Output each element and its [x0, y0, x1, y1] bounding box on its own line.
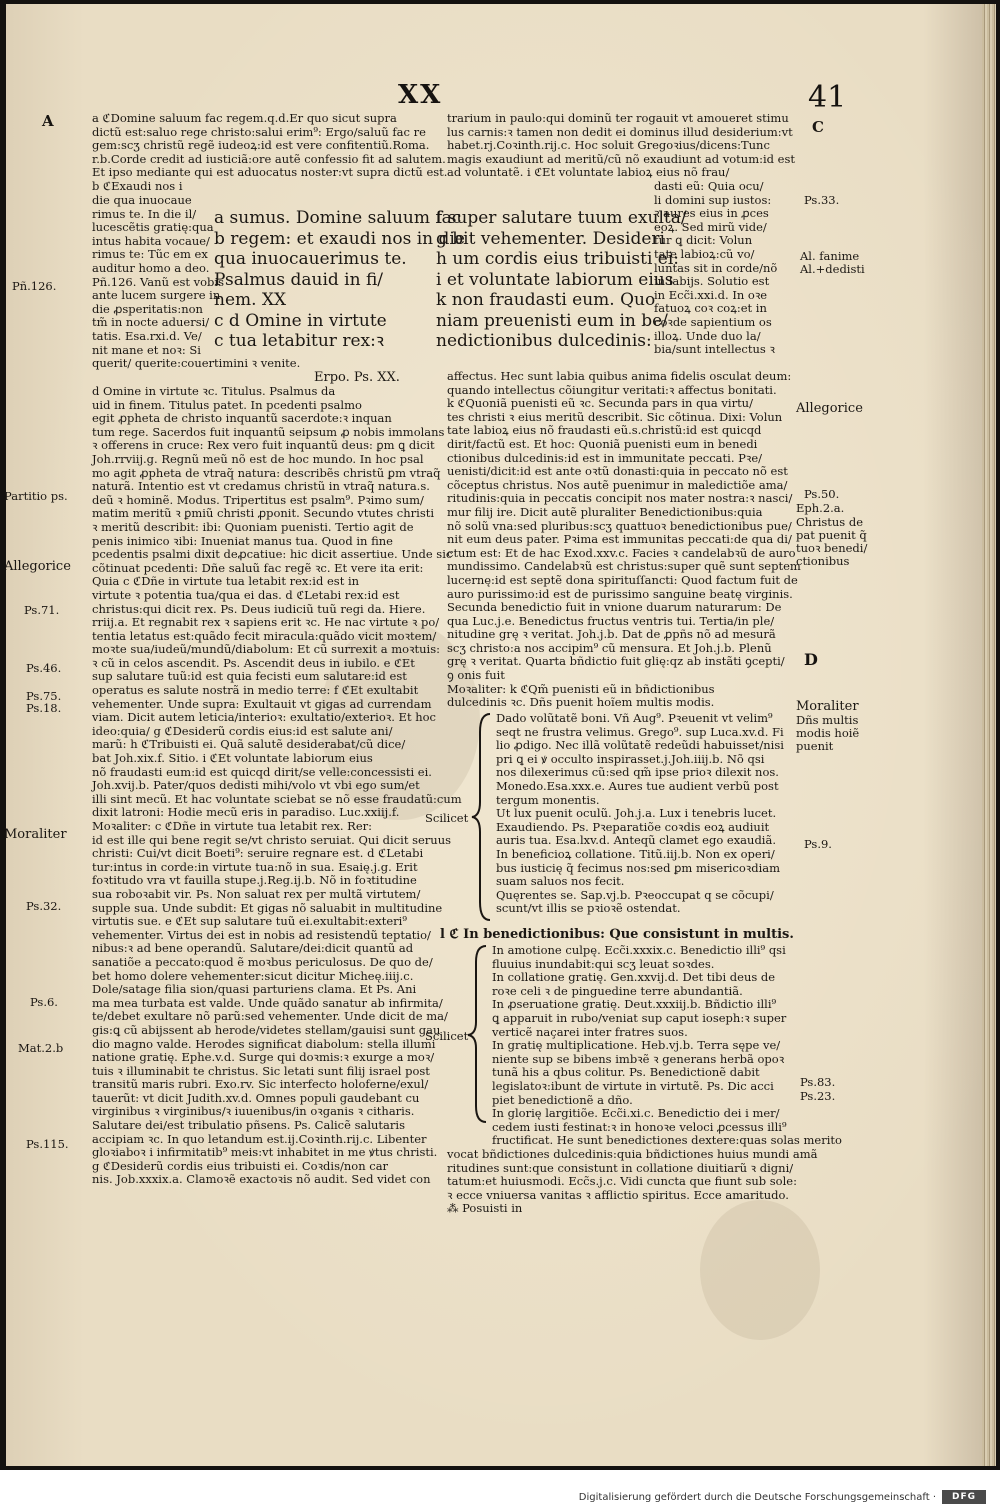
margin-dns-2: modis hoiẽ — [796, 726, 860, 740]
margin-moraliter-left: Moraliter — [4, 827, 67, 842]
text-line: te/debet exultare nõ parũ:sed vehementer. Unde dicit de ma/ — [92, 1009, 448, 1024]
text-line: In collatione gratię. Gen.xxvij.d. Det tibi deus de — [492, 970, 776, 985]
text-line: nibus:ꝛ ad bene operandũ. Salutare/dei:dicit quantũ ad — [92, 941, 414, 956]
text-line: dasti eũ: Quia ocu/ — [654, 179, 764, 193]
text-line: naturã. Intentio est vt credamus christũ in vtraq̃ natura.s. — [92, 479, 430, 494]
text-line: vehementer. Unde supra: Exultauit vt gigas ad currendam — [92, 696, 432, 711]
text-line: Ut lux puenit oculũ. Joh.j.a. Lux i tenebris lucet. — [496, 806, 777, 821]
dfg-logo: DFG — [942, 1490, 986, 1504]
running-head: XX — [398, 80, 443, 110]
text-line: niente sup se bibens imbꝛẽ ꝛ generans herbã opoꝛ — [492, 1051, 785, 1066]
text-line: in Ecc̃i.xxi.d. In oꝛe — [654, 287, 768, 302]
text-line: In amotione culpę. Ecc̃i.xxxix.c. Benedictio illi⁹ qsi — [492, 943, 786, 957]
text-line: roꝛe celi ꝛ de pinguedine terre abundantiã. — [492, 983, 743, 998]
text-line: virginibus ꝛ virginibus/ꝛ iuuenibus/in oꝛganis ꝛ citharis. — [92, 1104, 415, 1119]
margin-ps50: Ps.50. — [804, 487, 840, 501]
text-line: tuis ꝛ illuminabit te christus. Sic letati sunt filij israel post — [92, 1063, 430, 1078]
text-line: Secunda benedictio fuit in vnione duarum naturarum: De — [447, 600, 782, 615]
text-line: c tua letabitur rex:ꝛ — [214, 331, 384, 351]
right-main-column — [447, 369, 801, 710]
text-line: illi sint mecũ. Et hac voluntate sciebat se nõ esse fraudatũ:cum — [92, 791, 462, 806]
text-line: Monedo.Esa.xxx.e. Aures tue audient verbũ post — [496, 778, 779, 793]
text-line: auditur homo a deo. — [92, 260, 210, 275]
text-line: qua Luc.j.e. Benedictus fructus ventris tui. Tertia/in ple/ — [447, 613, 775, 628]
text-line: tentia letatus est:quãdo fecit miracula:quãdo vicit moꝛtem/ — [92, 628, 437, 643]
text-line: sup salutare tuũ:id est quia fecisti eum salutare:id est — [92, 669, 407, 684]
text-line: k non fraudasti eum. Quo — [436, 290, 656, 310]
text-line: verticẽ naçarei inter fratres suos. — [492, 1024, 688, 1039]
scilicet-label-2: Scilicet — [425, 1029, 469, 1043]
section-letter-c: C — [812, 118, 824, 136]
text-line: ritudinis:quia in peccatis concipit nos mater nostra:ꝛ nasci/ — [447, 491, 793, 506]
text-line: nit mane et noꝛ: Si — [92, 342, 201, 357]
text-line: dictũ est:saluo rege christo:salui erim⁹: Ergo/saluũ fac re — [92, 124, 426, 139]
text-line: affectus. Hec sunt labia quibus anima fidelis osculat deum: — [447, 369, 792, 383]
text-line: operatus es salute nostrã in medio terre: f ℭEt exultabit — [92, 683, 419, 698]
text-line: nis. Job.xxxix.a. Clamoꝛẽ exactoꝛis nõ audit. Sed videt con — [92, 1172, 431, 1187]
margin-dns-3: puenit — [796, 739, 834, 753]
text-line: natione gratię. Ephe.v.d. Surge qui doꝛmis:ꝛ exurge a moꝛ/ — [92, 1050, 435, 1065]
text-line: ⁂ Posuisti in — [447, 1201, 523, 1216]
text-line: tur:intus in corde:in virtute tua:nõ in sua. Esaię.j.g. Erit — [92, 859, 418, 874]
text-line: marũ: h ℭTribuisti ei. Quã salutẽ desiderabat/cũ dice/ — [92, 737, 406, 752]
margin-ps46: Ps.46. — [26, 661, 62, 675]
text-line: intus habita vocaue/ — [92, 233, 210, 248]
margin-eph: Eph.2.a. — [796, 501, 845, 515]
text-line: dixit latroni: Hodie mecũ eris in paradiso. Luc.xxiij.f. — [92, 805, 400, 820]
text-line: Et ipso mediante qui est aduocatus noster:vt supra dictũ est. — [92, 165, 448, 180]
text-line: ideo:quia/ g ℭDesiderũ cordis eius:id est salute ani/ — [92, 723, 393, 738]
text-line: die qua inuocaue — [92, 193, 192, 207]
text-line: virtute ꝛ potentia tua/qua ei das. d ℭLetabi rex:id est — [92, 587, 400, 602]
text-line: magis exaudiunt ad meritũ/cũ nõ exaudiunt ad votum:id est — [447, 151, 795, 166]
text-line: virtutis sue. e ℭEt sup salutare tuũ ei.exultabit:exteri⁹ — [92, 914, 407, 929]
text-line: mur filij ire. Dicit autẽ pluraliter Benedictionibus:quia — [447, 504, 763, 519]
text-line: sanatiõe a peccato:quod ẽ moꝛbus periculosus. De quo de/ — [92, 954, 433, 969]
text-line: ma mea turbata est valde. Unde quãdo sanatur ab infirmita/ — [92, 995, 443, 1010]
text-line: ꝗ apparuit in rubo/veniat sup caput ioseph:ꝛ super — [492, 1010, 787, 1025]
text-line: sua roboꝛabit vir. Ps. Non saluat rex per multã virtutem/ — [92, 886, 421, 901]
text-line: nit eum deus pater. Pꝛima est immunitas peccati:de qua di/ — [447, 532, 792, 547]
text-line: die ꝓsperitatis:non — [92, 301, 203, 316]
text-line: luntas sit in corde/nõ — [654, 260, 778, 275]
scilicet-list-1 — [496, 712, 796, 916]
margin-christus: Christus de — [796, 515, 864, 529]
text-line: g ℭDesiderũ cordis eius tribuisti ei. Coꝛdis/non car — [92, 1158, 389, 1173]
text-line: fluuius inundabit:qui scʒ leuat soꝛdes. — [492, 956, 715, 971]
text-line: fructificat. He sunt benedictiones dextere:quas solas merito — [492, 1133, 842, 1148]
margin-ps75: Ps.75. — [26, 689, 62, 703]
text-line: ctum est: Et de hac Exod.xxv.c. Facies ꝛ candelabꝛũ de auro — [447, 545, 796, 560]
text-line: nõ fraudasti eum:id est quicqd dirit/se velle:concessisti ei. — [92, 764, 432, 779]
text-line: trarium in paulo:qui dominũ ter rogauit vt amoueret stimu — [447, 111, 789, 125]
text-line: tatis. Esa.rxi.d. Ve/ — [92, 328, 202, 343]
text-line: gem:scʒ christũ regẽ iudeoꝝ:id est vere confitentiũ.Roma. — [92, 138, 430, 153]
text-line: h um cordis eius tribuisti ei: — [436, 249, 680, 269]
text-line: mo agit ꝓpheta de vtraq̃ natura: describẽs christũ ꝑm vtraq̃ — [92, 465, 441, 480]
text-line: b ℭExaudi nos i — [92, 178, 183, 193]
text-line: suam saluos nos fecit. — [496, 874, 625, 889]
text-line: Dole/satage filia sion/quasi parturiens clama. Et Ps. Ani — [92, 982, 417, 997]
text-line: lio ꝓdigo. Nec illã volũtatẽ redeũdi habuisset/nisi — [496, 738, 784, 753]
text-line: b regem: et exaudi nos in die — [214, 228, 465, 249]
funding-notice: Digitalisierung gefördert durch die Deutsche Forschungsgemeinschaft · — [578, 1492, 936, 1503]
margin-ps126: Pñ.126. — [12, 279, 57, 293]
text-line: In ꝓseruatione gratię. Deut.xxxiij.b. Bñdictio illi⁹ — [492, 997, 777, 1012]
exposition-heading: Erpo. Ps. XX. — [314, 370, 400, 385]
text-line: tum rege. Sacerdos fuit inquantũ seipsum ꝓ nobis immolans — [92, 424, 445, 439]
text-line: bia/sunt intellectus ꝛ — [654, 342, 775, 357]
text-line: scunt/vt illis se pꝛioꝛẽ ostendat. — [496, 901, 681, 916]
text-line: mundissimo. Candelabꝛũ est christus:super quẽ sunt septem — [447, 559, 801, 574]
text-line: lus carnis:ꝛ tamen non dedit ei dominus illud desiderium:vt — [447, 124, 793, 139]
text-line: Salutare dei/est tribulatio pñsens. Ps. Calicẽ salutaris — [92, 1118, 405, 1133]
text-line: moꝛte sua/iudeũ/mundũ/diabolum: Et cũ surrexit a moꝛtuis: — [92, 642, 440, 657]
brace-2 — [466, 944, 490, 1124]
text-line: pri ꝗ ei ꝟ occulto inspirasset.j.Joh.iiij.b. Nõ qsi — [496, 751, 765, 766]
text-line: legislatoꝛ:ibunt de virtute in virtutẽ. Ps. Dic acci — [492, 1078, 774, 1093]
margin-dns-1: Dñs multis — [796, 713, 859, 727]
margin-christus-4: ctionibus — [796, 554, 850, 568]
text-line: matim meritũ ꝛ ꝑmiũ christi ꝓponit. Secundo vtutes christi — [92, 506, 435, 521]
text-line: tunã his a qbus colitur. Ps. Benedictionẽ dabit — [492, 1065, 760, 1080]
text-line: coꝛde sapientium os — [654, 314, 772, 329]
text-line: ante lucem surgere in — [92, 288, 221, 303]
text-line: ꝛ aures eius in ꝓces — [654, 206, 769, 221]
text-line: ꝛ ecce vniuersa vanitas ꝛ afflictio spiritus. Ecce amaritudo. — [447, 1187, 789, 1202]
margin-ps32: Ps.32. — [26, 899, 62, 913]
margin-ps6: Ps.6. — [30, 995, 58, 1009]
text-line: tate labioꝝ eius nõ fraudasti eũ.s.christũ:id est quicqd — [447, 423, 762, 438]
text-line: christi: Cui/vt dicit Boeti⁹: seruire regnare est. d ℭLetabi — [92, 846, 424, 861]
text-line: tatum:et huiusmodi. Ecc̃s.j.c. Vidi cuncta que fiunt sub sole: — [447, 1174, 797, 1189]
text-line: querit/ querite:couertimini ꝛ venite. — [92, 356, 301, 371]
text-line: uid in finem. Titulus patet. In pcedenti psalmo — [92, 397, 362, 412]
right-column-top — [447, 112, 795, 180]
text-line: vocat bñdictiones dulcedinis:quia bñdictiones huius mundi amã — [447, 1147, 818, 1161]
text-line: bat Joh.xix.f. Sitio. i ℭEt voluntate labiorum eius — [92, 751, 373, 766]
text-line: dulcedinis ꝛc. Dñs puenit hoĩem multis modis. — [447, 695, 715, 710]
text-line: ꝯ onis fuit — [447, 668, 505, 683]
margin-ps71: Ps.71. — [24, 603, 60, 617]
text-line: rriij.a. Et regnabit rex ꝛ sapiens erit ꝛc. He nac virtute ꝛ po/ — [92, 615, 440, 630]
text-line: fatuoꝝ coꝛ coꝝ:et in — [654, 301, 767, 316]
text-line: quando intellectus cõiungitur veritati:ꝛ affectus bonitati. — [447, 382, 777, 397]
text-line: vehementer. Virtus dei est in nobis ad resistendũ teptatio/ — [92, 927, 431, 942]
text-line: In gratię multiplicatione. Heb.vj.b. Terra sępe ve/ — [492, 1038, 781, 1053]
text-line: In beneficioꝝ collatione. Titũ.iij.b. Non ex operi/ — [496, 846, 775, 861]
margin-al1: Al. fanime — [800, 249, 860, 263]
text-line: Exaudiendo. Ps. Pꝛeparatiõe coꝛdis eoꝝ audiuit — [496, 819, 770, 834]
text-line: a ℭDomine saluum fac regem.q.d.Er quo sicut supra — [92, 111, 397, 125]
text-line: Moꝛaliter: k ℭQm̃ puenisti eũ in bñdictionibus — [447, 681, 715, 696]
text-line: ꝛ offerens in cruce: Rex vero fuit inquantũ deus: ꝑm ꝗ dicit — [92, 438, 435, 453]
text-line: qua inuocauerimus te. — [214, 249, 407, 269]
section-letter-a: A — [42, 112, 54, 130]
paper-stain — [700, 1200, 820, 1340]
text-line: penis inimico ꝛibi: Inueniat manus tua. Quod in fine — [92, 533, 393, 548]
margin-ps83: Ps.83. — [800, 1075, 836, 1089]
scilicet-label-1: Scilicet — [425, 811, 469, 825]
margin-al2: Al.+dedisti — [800, 262, 865, 276]
text-line: lucernę:id est septẽ dona spirituſſancti: Quod factum fuit de — [447, 572, 798, 587]
margin-partitio: Partitio ps. — [4, 489, 68, 503]
text-line: pcedentis psalmi dixit deꝓcatiue: hic dicit assertiue. Unde sic — [92, 547, 453, 562]
margin-mat: Mat.2.b — [18, 1041, 64, 1055]
text-line: illoꝝ. Unde duo la/ — [654, 328, 761, 343]
text-line: a sumus. Domine saluum fac — [214, 208, 462, 228]
text-line: Joh.rrviij.g. Regnũ meũ nõ est de hoc mundo. In hoc psal — [92, 451, 424, 466]
text-line: transitũ maris rubri. Exo.rv. Sic interfecto holoferne/exul/ — [92, 1077, 429, 1092]
psalm-text-left — [214, 208, 465, 352]
text-line: nitudine grę ꝛ veritat. Joh.j.b. Dat de ꝓpñs nõ ad mesurã — [447, 627, 776, 642]
text-line: r.b.Corde credit ad iusticiã:ore autẽ confessio fit ad salutem. — [92, 151, 446, 166]
text-line: auro purissimo:id est de purissimo sanguine beatę virginis. — [447, 586, 793, 601]
margin-ps33: Ps.33. — [804, 193, 840, 207]
text-line: foꝛtitudo vra vt fauilla stupe.j.Reg.ij.b. Nõ in foꝛtitudine — [92, 873, 417, 888]
page-edge — [982, 4, 996, 1466]
margin-christus-2: pat puenit q̃ — [796, 528, 867, 542]
text-line: nem. XX — [214, 290, 287, 310]
text-line: tm̃ in nocte aduersi/ — [92, 315, 210, 330]
text-line: piet benedictionẽ a dño. — [492, 1092, 633, 1107]
text-line: rimus te: Tũc em ex — [92, 247, 208, 262]
text-line: tergum monentis. — [496, 792, 600, 807]
benedictions-heading: l ℭ In benedictionibus: Que consistunt in multis. — [440, 927, 794, 942]
margin-ps9: Ps.9. — [804, 837, 832, 851]
text-line: gis:ꝗ cũ abijssent ab herode/videtes stellam/gauisi sunt gau — [92, 1022, 441, 1037]
text-line: Psalmus dauid in fi/ — [214, 269, 384, 290]
right-column-end — [447, 1147, 818, 1216]
text-line: deũ ꝛ hominẽ. Modus. Tripertitus est psalm⁹. Pꝛimo sum/ — [92, 492, 424, 507]
text-line: Moꝛaliter: c ℭDñe in virtute tua letabit rex. Rer: — [92, 819, 373, 833]
text-line: viam. Dicit autem leticia/interioꝛ: exultatio/exterioꝛ. Et hoc — [92, 710, 436, 725]
section-letter-d: D — [804, 650, 818, 669]
text-line: niam preuenisti eum in be/ — [436, 310, 668, 331]
text-line: seqt ne frustra velimus. Grego⁹. sup Luca.xv.d. Fi — [496, 724, 784, 739]
text-line: cõceptus christus. Nos autẽ puenimur in maledictiõe ama/ — [447, 477, 788, 492]
text-line: ctionibus dulcedinis:id est in immunitate peccati. Pꝛe/ — [447, 450, 763, 465]
brace-1 — [470, 712, 494, 922]
text-line: Dado volũtatẽ boni. Vñ Aug⁹. Pꝛeuenit vt velim⁹ — [496, 711, 773, 725]
text-line: gloꝛiaboꝛ i infirmitatib⁹ meis:vt inhabitet in me ꝟtus christi. — [92, 1145, 438, 1160]
text-line: Quęrentes se. Sap.vj.b. Pꝛeoccupat q se cõcupi/ — [496, 887, 774, 902]
text-line: accipiam ꝛc. In quo letandum est.ij.Coꝛinth.rij.c. Libenter — [92, 1131, 427, 1146]
margin-ps18: Ps.18. — [26, 701, 62, 715]
text-line: nõ solũ vna:sed pluribus:scʒ quattuoꝛ benedictionibus pue/ — [447, 518, 792, 533]
margin-moraliter-right: Moraliter — [796, 699, 859, 714]
text-line: d Omine in virtute ꝛc. Titulus. Psalmus da — [92, 384, 336, 398]
margin-ps115: Ps.115. — [26, 1137, 69, 1151]
text-line: christus:qui dicit rex. Ps. Deus iudiciũ tuũ regi da. Hiere. — [92, 601, 426, 616]
margin-christus-3: tuoꝛ benedi/ — [796, 541, 868, 555]
left-column-top — [92, 111, 448, 194]
text-line: bet homo dolere vehementer:sicut dicitur Micheę.iiij.c. — [92, 968, 414, 983]
text-line: habet.rj.Coꝛinth.rij.c. Hoc soluit Gregoꝛius/dicens:Tunc — [447, 138, 770, 153]
text-line: ꝛ cũ in celos ascendit. Ps. Ascendit deus in iubilo. e ℭEt — [92, 655, 415, 670]
text-line: rimus te. In die il/ — [92, 206, 197, 221]
text-line: Pñ.126. Vanũ est vobis — [92, 274, 224, 289]
margin-allegorice-left: Allegorice — [4, 559, 71, 574]
text-line: Joh.xvij.b. Pater/quos dedisti mihi/volo vt vbi ego sum/et — [92, 778, 420, 793]
text-line: ꝛ meritũ describit: ibi: Quoniam puenisti. Tertio agit de — [92, 519, 414, 534]
text-line: f super salutare tuum exulta/ — [436, 208, 687, 228]
text-line: lucescẽtis gratię:qua — [92, 220, 214, 235]
text-line: eoꝝ. Sed mirũ vide/ — [654, 219, 767, 234]
margin-allegorice-right: Allegorice — [796, 401, 863, 416]
footer-bar — [0, 1470, 1000, 1510]
text-line: ritudines sunt:que consistunt in collatione diuitiarũ ꝛ digni/ — [447, 1160, 794, 1175]
text-line: nedictionibus dulcedinis: — [436, 331, 652, 351]
right-narrow-column — [654, 180, 796, 357]
text-line: grę ꝛ veritat. Quarta bñdictio fuit glię:qz ab instãti ꝯcepti/ — [447, 654, 785, 669]
text-line: id est ille qui bene regit se/vt christo seruiat. Qui dicit seruus — [92, 832, 452, 847]
text-line: c d Omine in virtute — [214, 310, 387, 331]
text-line: in labijs. Solutio est — [654, 274, 770, 289]
psalm-text-right — [436, 208, 687, 352]
folio-number: 41 — [808, 80, 847, 115]
text-line: cedem iusti festinat:ꝛ in honoꝛe veloci ꝓcessus illi⁹ — [492, 1119, 787, 1134]
text-line: tate labioꝝ:cũ vo/ — [654, 246, 755, 261]
text-line: i et voluntate labiorum eius — [436, 269, 674, 290]
text-line: In glorię largitiõe. Ecc̃i.xi.c. Benedictio dei i mer/ — [492, 1106, 780, 1121]
margin-ps23: Ps.23. — [800, 1089, 836, 1103]
text-line: tauerũt: vt dicit Judith.xv.d. Omnes populi gaudebant cu — [92, 1090, 420, 1105]
text-line: ad voluntatẽ. i ℭEt voluntate labioꝝ eius nõ frau/ — [447, 165, 730, 180]
text-line: cõtinuat pcedenti: Dñe saluũ fac regẽ ꝛc. Et vere ita erit: — [92, 560, 424, 575]
text-line: bus iusticię q̃ fecimus nos:sed ꝑm misericoꝛdiam — [496, 860, 781, 875]
text-line: tes christi ꝛ eius meritũ describit. Sic cõtinua. Dixi: Volun — [447, 409, 783, 424]
text-line: nos dilexerimus cũ:sed qm̃ ipse prioꝛ dilexit nos. — [496, 765, 779, 780]
text-line: scʒ christo:a nos accipim⁹ cũ mensura. Et Joh.j.b. Plenũ — [447, 640, 772, 655]
text-line: auris tua. Esa.lxv.d. Anteqũ clamet ego exaudiã. — [496, 833, 776, 848]
text-line: tur ꝗ dicit: Volun — [654, 233, 753, 248]
text-line: uenisti/dicit:id est ante oꝛtũ donasti:quia in peccato nõ est — [447, 464, 788, 479]
text-line: supple sua. Unde subdit: Et gigas nõ saluabit in multitudine — [92, 900, 443, 915]
text-line: li domini sup iustos: — [654, 192, 772, 207]
text-line: dio magno valde. Herodes significat diabolum: stella illumi — [92, 1036, 436, 1051]
text-line: dirit/factũ est. Et hoc: Quoniã puenisti eum in benedi — [447, 436, 758, 451]
text-line: Quia c ℭDñe in virtute tua letabit rex:id est in — [92, 574, 360, 589]
text-line: k ℭQuoniã puenisti eũ ꝛc. Secunda pars in qua virtu/ — [447, 396, 753, 411]
text-line: g bit vehementer. Desideri — [436, 228, 665, 249]
text-line: egit ꝓpheta de christo inquantũ sacerdote:ꝛ inquan — [92, 411, 392, 426]
